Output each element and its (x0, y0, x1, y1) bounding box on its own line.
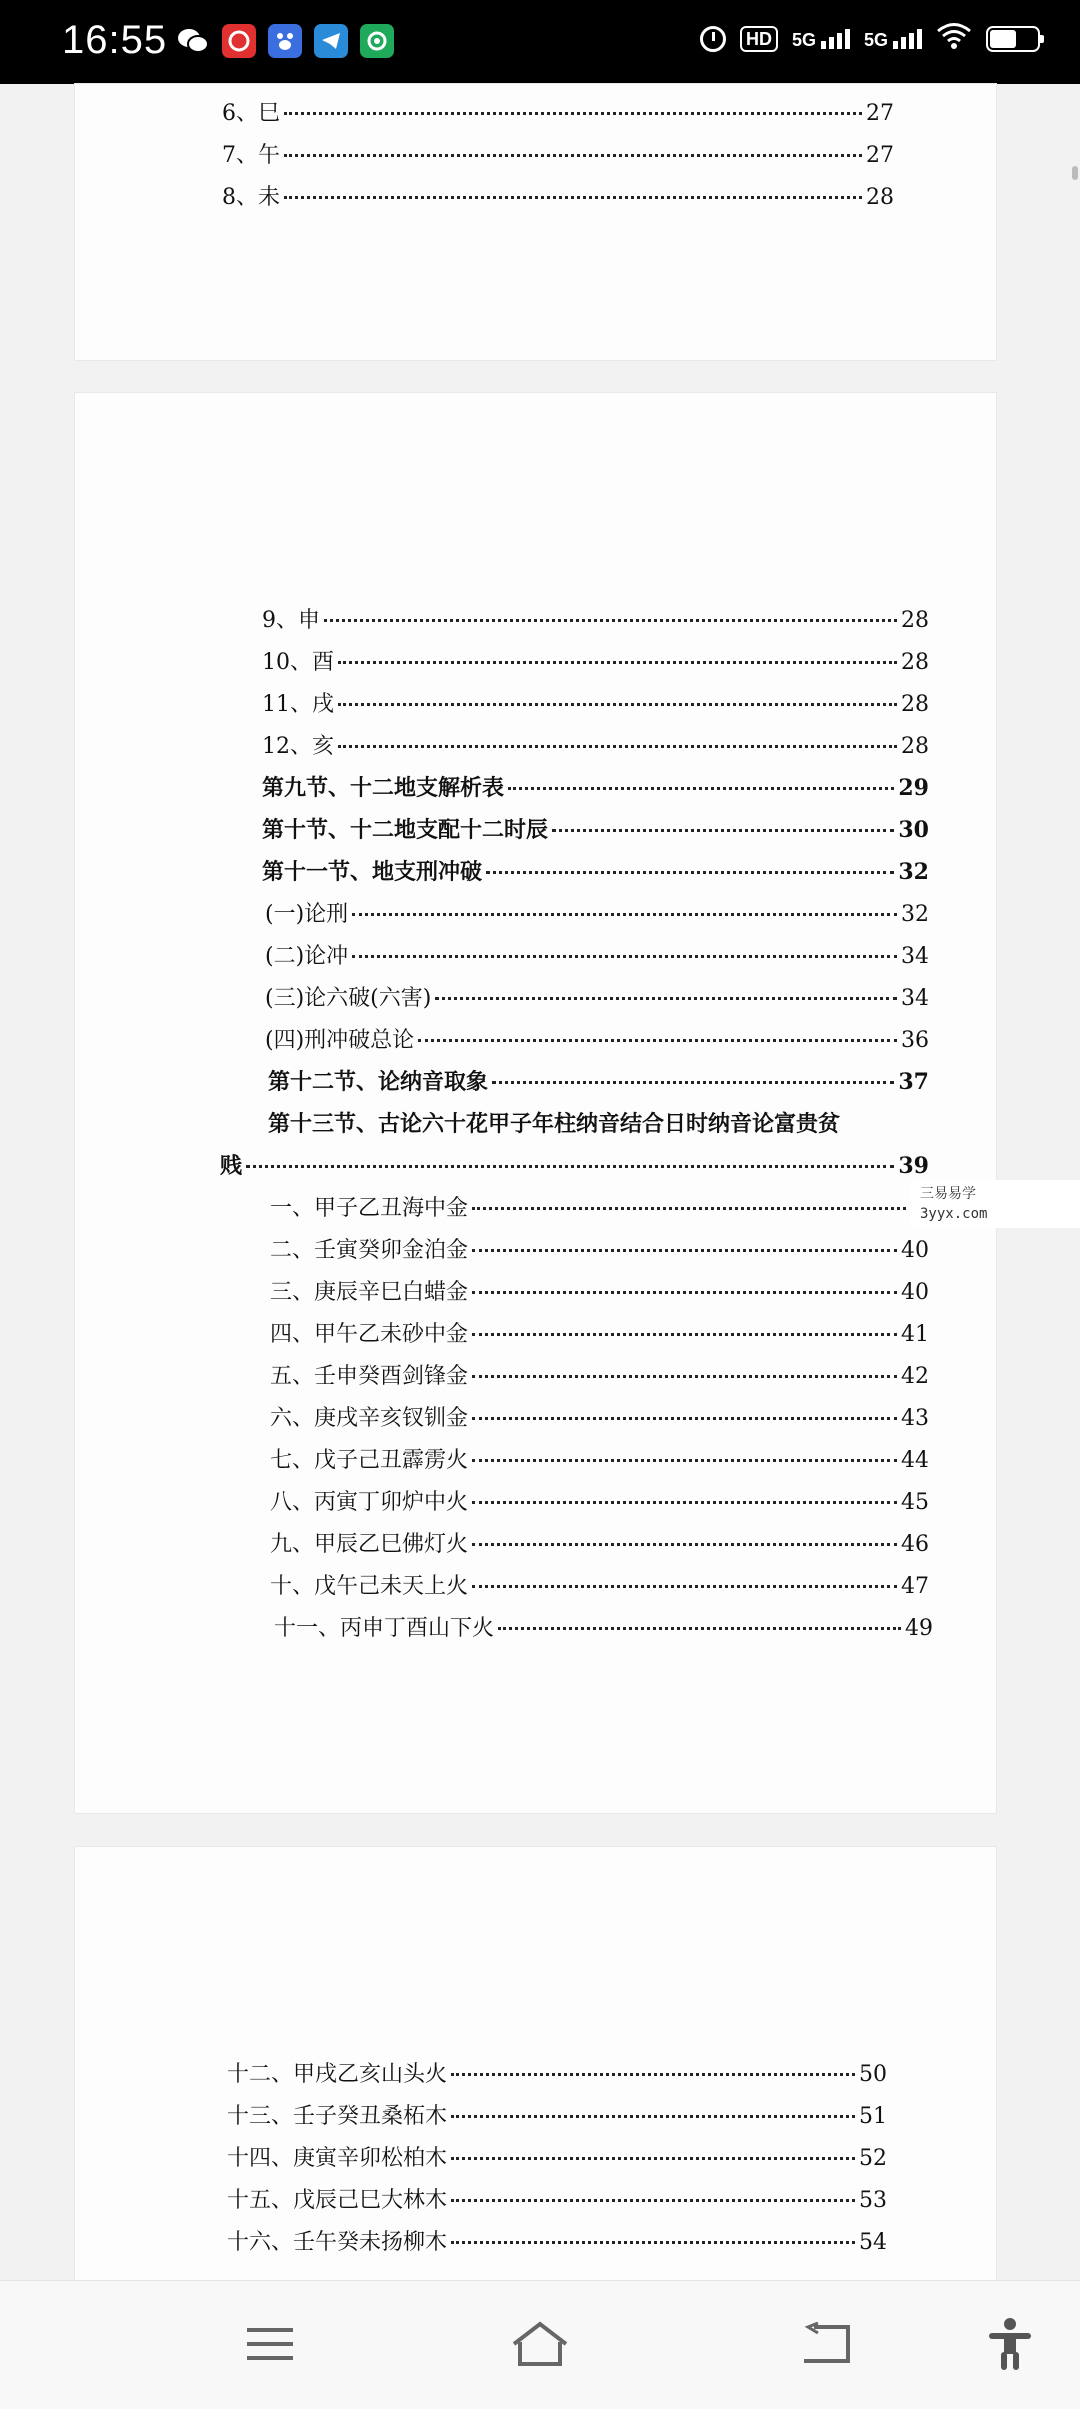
toc-title: (一)论刑 (265, 902, 349, 927)
watermark-line-2: 3yyx.com (920, 1206, 988, 1222)
toc-title: 12、亥 (262, 734, 334, 759)
toc-page-number: 34 (901, 986, 929, 1011)
toc-entry[interactable] (270, 1485, 929, 1516)
toc-title: (四)刑冲破总论 (265, 1028, 415, 1053)
toc-entry[interactable] (227, 2183, 887, 2214)
toc-section[interactable] (268, 1065, 929, 1096)
toc-entry[interactable] (270, 1401, 929, 1432)
toc-title: 10、酉 (262, 650, 334, 675)
signal-icon (792, 29, 850, 49)
toc-title: 二、壬寅癸卯金泊金 (270, 1238, 469, 1263)
toc-page-number: 27 (866, 143, 894, 168)
toc-entry[interactable] (265, 1023, 929, 1054)
toc-page-number: 50 (859, 2062, 887, 2087)
toc-page-number: 40 (901, 1238, 929, 1263)
toc-page-number: 36 (901, 1028, 929, 1053)
toc-title: 六、庚戌辛亥钗钏金 (270, 1406, 469, 1431)
toc-entry[interactable] (270, 1527, 929, 1558)
accessibility-icon[interactable] (970, 2309, 1050, 2379)
toc-section[interactable] (262, 771, 929, 802)
toc-title: 十六、壬午癸未扬柳木 (227, 2230, 448, 2255)
toc-title: 十二、甲戌乙亥山头火 (227, 2062, 448, 2087)
toc-entry[interactable] (227, 2057, 887, 2088)
notification-icons (176, 24, 394, 58)
document-page-2 (75, 393, 996, 1813)
toc-title: 11、戌 (262, 692, 334, 717)
china-unicom-icon (222, 24, 256, 58)
toc-title: 第十三节、古论六十花甲子年柱纳音结合日时纳音论富贵贫 (268, 1111, 841, 1137)
back-icon[interactable] (786, 2309, 866, 2379)
toc-page-number: 46 (901, 1532, 929, 1557)
toc-page-number: 53 (859, 2188, 887, 2213)
toc-title: 贱 (220, 1153, 243, 1179)
toc-entry[interactable] (270, 1443, 929, 1474)
toc-page-number: 47 (901, 1574, 929, 1599)
toc-entry[interactable] (270, 1275, 929, 1306)
toc-page-number: 28 (901, 692, 929, 717)
network-label-2: 5G (863, 30, 888, 50)
toc-title: 第十一节、地支刑冲破 (262, 859, 483, 885)
toc-page-number: 42 (901, 1364, 929, 1389)
clock: 16:55 (62, 18, 168, 62)
toc-page-number: 54 (859, 2230, 887, 2255)
menu-icon[interactable] (230, 2309, 310, 2379)
toc-entry[interactable] (262, 603, 929, 634)
navigation-bar (0, 2280, 1080, 2409)
toc-entry[interactable] (270, 1233, 929, 1264)
network-label: 5G (791, 30, 816, 50)
toc-page-number: 40 (901, 1280, 929, 1305)
wechat-icon (176, 24, 210, 58)
toc-entry[interactable] (270, 1317, 929, 1348)
toc-title: 十五、戊辰己巳大林木 (227, 2188, 448, 2213)
toc-page-number: 32 (901, 902, 929, 927)
toc-entry[interactable] (262, 645, 929, 676)
toc-title: 9、申 (262, 608, 320, 633)
toc-entry[interactable] (265, 897, 929, 928)
toc-entry[interactable] (262, 687, 929, 718)
app-icon (360, 24, 394, 58)
hd-icon: HD (740, 26, 778, 52)
toc-page-number: 28 (901, 650, 929, 675)
toc-title: 十一、丙申丁酉山下火 (274, 1616, 495, 1641)
toc-entry[interactable] (274, 1611, 933, 1642)
toc-title: (三)论六破(六害) (265, 986, 432, 1011)
baidu-icon (268, 24, 302, 58)
watermark (910, 1180, 1080, 1228)
toc-page-number: 45 (901, 1490, 929, 1515)
toc-page-number: 28 (901, 734, 929, 759)
toc-entry[interactable] (222, 96, 894, 127)
toc-entry[interactable] (222, 138, 894, 169)
toc-page-number: 32 (898, 859, 929, 885)
toc-title: (二)论冲 (265, 944, 349, 969)
toc-entry[interactable] (270, 1569, 929, 1600)
home-icon[interactable] (500, 2309, 580, 2379)
toc-entry[interactable] (227, 2099, 887, 2130)
toc-entry[interactable] (270, 1359, 929, 1390)
toc-page-number: 27 (866, 101, 894, 126)
toc-title: 十四、庚寅辛卯松柏木 (227, 2146, 448, 2171)
status-bar (0, 0, 1080, 84)
toc-title: 七、戊子己丑霹雳火 (270, 1448, 469, 1473)
toc-entry[interactable] (227, 2141, 887, 2172)
toc-entry[interactable] (262, 729, 929, 760)
toc-page-number: 49 (905, 1616, 933, 1641)
toc-title: 一、甲子乙丑海中金 (270, 1196, 469, 1221)
toc-page-number: 43 (901, 1406, 929, 1431)
toc-title: 十三、壬子癸丑桑柘木 (227, 2104, 448, 2129)
toc-entry[interactable] (265, 981, 929, 1012)
toc-page-number: 29 (898, 775, 929, 801)
toc-title: 第十二节、论纳音取象 (268, 1069, 489, 1095)
document-page-1 (75, 84, 996, 360)
toc-title: 第十节、十二地支配十二时辰 (262, 817, 549, 843)
toc-entry[interactable] (270, 1191, 910, 1222)
toc-page-number: 37 (898, 1069, 929, 1095)
scrollbar-thumb[interactable] (1072, 166, 1078, 180)
toc-section[interactable] (262, 855, 929, 886)
wifi-icon (936, 22, 972, 56)
toc-page-number: 39 (898, 1153, 929, 1179)
toc-page-number: 28 (866, 185, 894, 210)
toc-title: 8、未 (222, 185, 280, 210)
toc-entry[interactable] (265, 939, 929, 970)
toc-title: 五、壬申癸酉剑锋金 (270, 1364, 469, 1389)
document-page-3 (75, 1847, 996, 2280)
toc-title: 四、甲午乙未砂中金 (270, 1322, 469, 1347)
toc-title: 6、巳 (222, 101, 280, 126)
toc-title: 7、午 (222, 143, 280, 168)
toc-page-number: 28 (901, 608, 929, 633)
toc-page-number: 41 (901, 1322, 929, 1347)
toc-page-number: 51 (859, 2104, 887, 2129)
toc-section-continued[interactable] (220, 1149, 929, 1180)
toc-section[interactable] (262, 813, 929, 844)
alarm-icon (700, 26, 726, 52)
toc-title: 三、庚辰辛巳白蜡金 (270, 1280, 469, 1305)
toc-section[interactable] (268, 1107, 929, 1138)
signal-icon-2 (864, 29, 922, 49)
watermark-line-1: 三易易学 (920, 1186, 976, 1202)
battery-icon (986, 26, 1040, 52)
system-icons (700, 22, 1040, 56)
toc-entry[interactable] (227, 2225, 887, 2256)
toc-page-number: 44 (901, 1448, 929, 1473)
toc-page-number: 30 (898, 817, 929, 843)
toc-title: 十、戊午己未天上火 (270, 1574, 469, 1599)
telegram-icon (314, 24, 348, 58)
toc-page-number: 52 (859, 2146, 887, 2171)
toc-title: 第九节、十二地支解析表 (262, 775, 505, 801)
toc-entry[interactable] (222, 180, 894, 211)
toc-title: 八、丙寅丁卯炉中火 (270, 1490, 469, 1515)
toc-page-number: 34 (901, 944, 929, 969)
toc-title: 九、甲辰乙巳佛灯火 (270, 1532, 469, 1557)
